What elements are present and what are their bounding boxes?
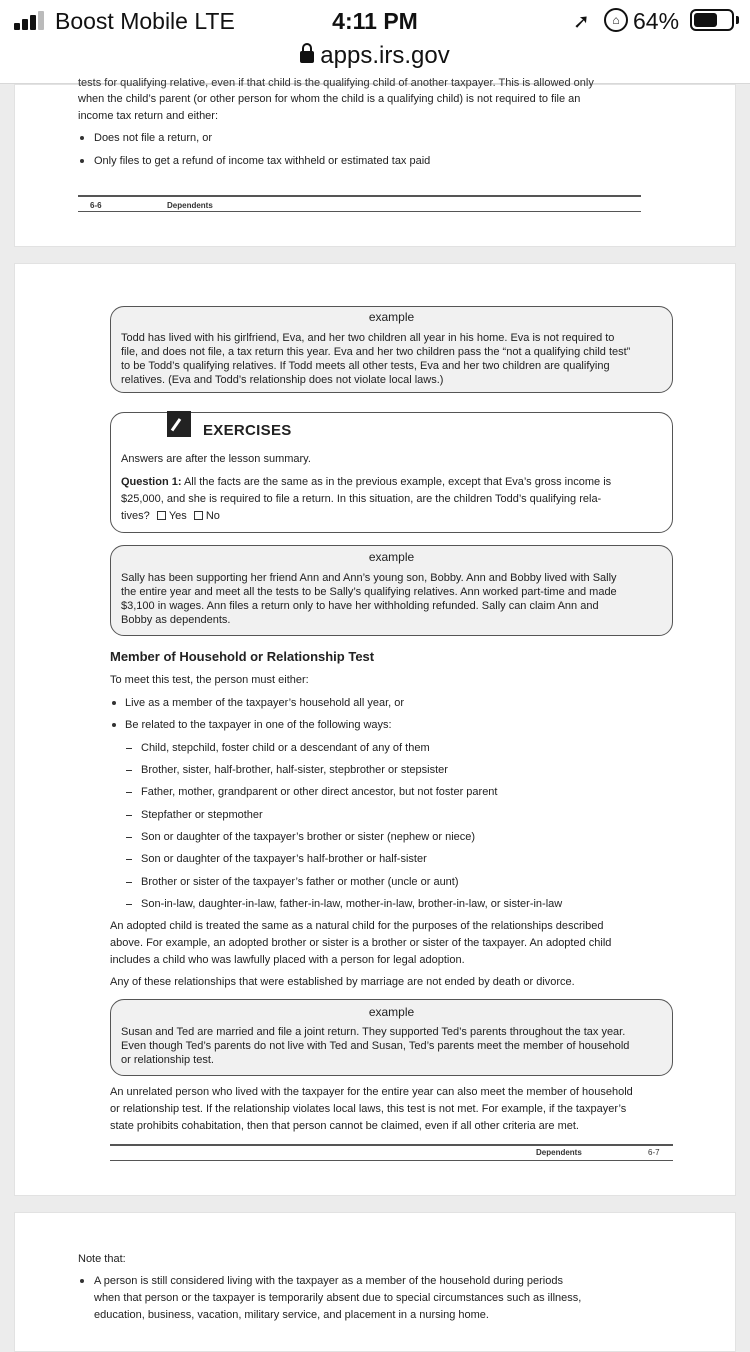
paragraph-line: when the child’s parent (or other person for whom the child is a qualifying child) is not required to file an — [78, 93, 581, 105]
footer-section: Dependents — [167, 201, 213, 210]
paragraph-line: To meet this test, the person must either: — [110, 674, 309, 686]
example-title: example — [368, 310, 415, 324]
paragraph-line: state prohibits cohabitation, then that person cannot be claimed, even if all other criteria are met. — [110, 1120, 579, 1132]
dash-icon — [126, 837, 132, 838]
question-answer-line: tives? Yes No — [121, 510, 220, 522]
no-label: No — [205, 510, 220, 522]
dash-icon — [126, 770, 132, 771]
example-box — [110, 306, 673, 393]
paragraph-line: An adopted child is treated the same as a natural child for the purposes of the relationships described — [110, 920, 604, 932]
example-title: example — [368, 1005, 415, 1019]
paragraph-line: includes a child who was lawfully placed with a person for legal adoption. — [110, 954, 465, 966]
url-display[interactable] — [0, 42, 750, 70]
paragraph-line: or relationship test. If the relationship violates local laws, this test is not met. For example, if the taxpayer’s — [110, 1103, 627, 1115]
footer-rule — [78, 195, 641, 197]
relation-item: Son-in-law, daughter-in-law, father-in-law, mother-in-law, brother-in-law, or sister-in-law — [141, 898, 563, 910]
battery-icon — [690, 9, 734, 31]
battery-level — [694, 13, 717, 27]
bullet-icon — [80, 136, 84, 140]
example-box — [110, 999, 673, 1076]
paragraph-line: Any of these relationships that were established by marriage are not ended by death or divorce. — [110, 976, 575, 988]
footer-section: Dependents — [536, 1148, 582, 1157]
bullet-icon — [112, 701, 116, 705]
example-title: example — [368, 550, 415, 564]
yes-label: Yes — [168, 510, 187, 522]
cut-off-text-line: tests for qualifying relative, even if that child is the qualifying child of another taxpayer. This is allowed only — [78, 77, 594, 89]
pencil-icon — [167, 411, 191, 437]
footer-rule — [78, 211, 641, 212]
dash-icon — [126, 904, 132, 905]
example-box — [110, 545, 673, 636]
bullet-item: Only files to get a refund of income tax withheld or estimated tax paid — [94, 155, 431, 167]
bullet-icon — [80, 159, 84, 163]
document-page-6-7 — [14, 263, 736, 1196]
relation-item: Son or daughter of the taxpayer’s brother or sister (nephew or niece) — [141, 831, 476, 843]
dash-icon — [126, 815, 132, 816]
bullet-item: Does not file a return, or — [94, 132, 213, 144]
relation-item: Stepfather or stepmother — [141, 809, 263, 821]
dash-icon — [126, 748, 132, 749]
document-page-next — [14, 1212, 736, 1352]
document-page-6-6 — [14, 77, 736, 247]
dash-icon — [126, 792, 132, 793]
clock: 4:11 PM — [332, 8, 418, 34]
exercises-title: EXERCISES — [203, 422, 292, 439]
footer-rule — [110, 1144, 673, 1146]
example-text: Todd has lived with his girlfriend, Eva, and her two children all year in his home. Eva is not required to file, and does not file, a tax return this year. Eva and her two children pass the “not a qualifying child test” to be Todd’s qualifying relatives. If Todd meets all other tests, Eva and her two children are qualifying relatives. (Eva and Todd’s relationship does not violate local laws.) — [121, 332, 631, 386]
paragraph-line: above. For example, an adopted brother or sister is a brother or sister of the taxpayer. An adopted child — [110, 937, 612, 949]
paragraph-line: income tax return and either: — [78, 110, 219, 122]
dash-icon — [126, 882, 132, 883]
relation-item: Father, mother, grandparent or other direct ancestor, but not foster parent — [141, 786, 498, 798]
yes-checkbox[interactable] — [157, 511, 166, 520]
paragraph-line: A person is still considered living with the taxpayer as a member of the household during periods — [94, 1275, 563, 1287]
paragraph-line: when that person or the taxpayer is temporarily absent due to special circumstances such as illness, — [94, 1292, 582, 1304]
dash-icon — [126, 859, 132, 860]
bullet-item: Be related to the taxpayer in one of the following ways: — [125, 719, 392, 731]
bullet-item: Live as a member of the taxpayer’s household all year, or — [125, 697, 405, 709]
carrier-label: Boost Mobile LTE — [55, 8, 235, 34]
footer-rule — [110, 1160, 673, 1161]
url-text: apps.irs.gov — [320, 42, 450, 69]
paragraph-line: An unrelated person who lived with the taxpayer for the entire year can also meet the member of household — [110, 1086, 633, 1098]
padlock-icon — [300, 51, 314, 63]
exercises-box — [110, 412, 673, 533]
bullet-icon — [112, 723, 116, 727]
no-checkbox[interactable] — [194, 511, 203, 520]
question-line: Question 1: All the facts are the same as in the previous example, except that Eva’s gross income is — [121, 476, 612, 488]
bullet-icon — [80, 1279, 84, 1283]
exercises-intro: Answers are after the lesson summary. — [121, 453, 311, 465]
relation-item: Brother, sister, half-brother, half-sister, stepbrother or stepsister — [141, 764, 448, 776]
section-heading: Member of Household or Relationship Test — [110, 649, 375, 664]
relation-item: Child, stepchild, foster child or a descendant of any of them — [141, 742, 430, 754]
relation-item: Son or daughter of the taxpayer’s half-brother or half-sister — [141, 853, 427, 865]
footer-page-number: 6-6 — [90, 201, 102, 210]
paragraph-line: education, business, vacation, military service, and placement in a nursing home. — [94, 1309, 489, 1321]
relation-item: Brother or sister of the taxpayer’s father or mother (uncle or aunt) — [141, 876, 459, 888]
rotation-lock-icon: ⌂ — [604, 8, 628, 32]
question-line: $25,000, and she is required to file a return. In this situation, are the children Todd’s qualifying rela- — [121, 493, 602, 505]
note-label: Note that: — [78, 1253, 126, 1265]
status-bar — [0, 0, 750, 40]
battery-tip — [736, 16, 739, 24]
battery-percentage: 64% — [633, 8, 680, 34]
location-arrow-icon: ➚ — [573, 11, 590, 33]
footer-page-number: 6-7 — [648, 1148, 660, 1157]
example-text: Sally has been supporting her friend Ann and Ann’s young son, Bobby. Ann and Bobby lived with Sally the entire year and meet all the tests to be Sally’s qualifying relatives. Ann worked part-time and made $3,100 in wages. Ann files a return only to have her withholding refunded. Sally can claim Ann and Bobby as dependents. — [121, 572, 617, 626]
example-text: Susan and Ted are married and file a joint return. They supported Ted’s parents throughout the tax year. Even though Ted’s parents do not live with Ted and Susan, Ted’s parents meet the member of household or relationship test. — [121, 1026, 630, 1066]
